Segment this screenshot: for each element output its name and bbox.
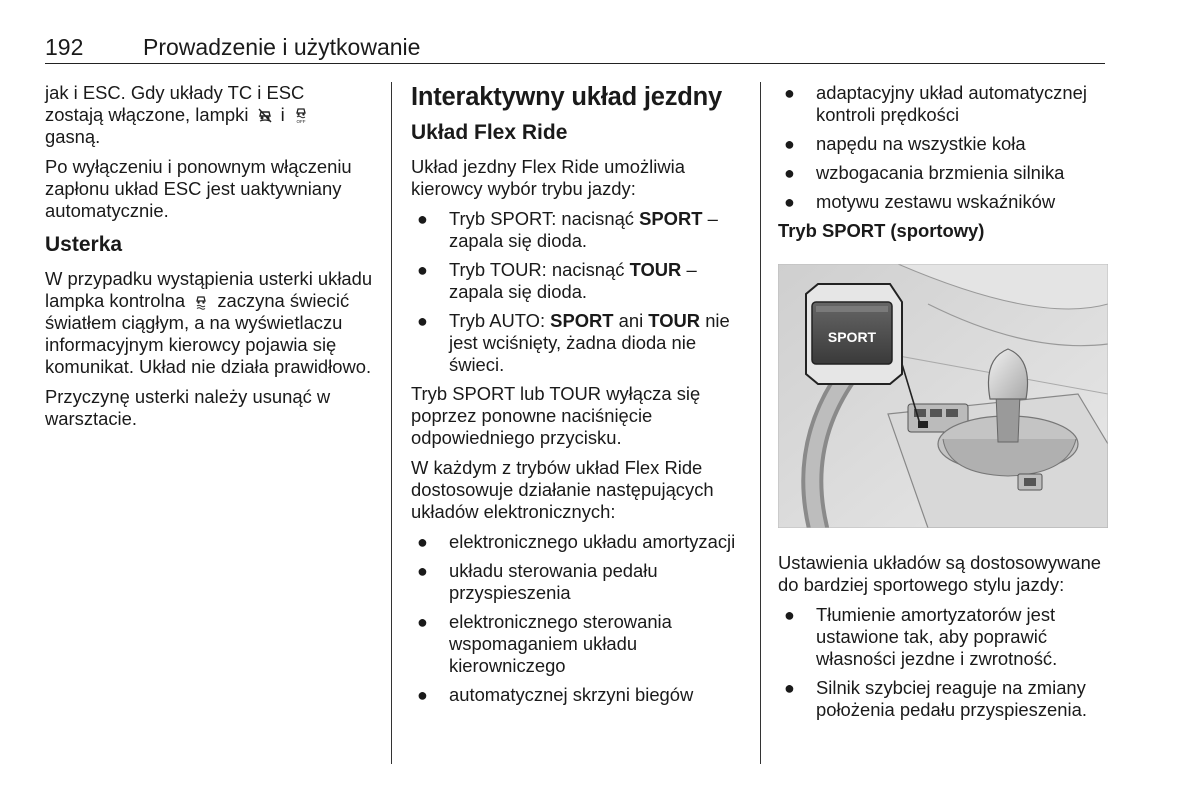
- chapter-title: Prowadzenie i użytkowanie: [143, 34, 421, 60]
- paragraph-sport-settings: Ustawienia układów są dostosowywane do bardziej sportowego stylu jazdy:: [778, 552, 1102, 595]
- systems-list: [411, 531, 746, 706]
- list-item: ● wzbogacania brzmienia silnika: [784, 162, 1065, 183]
- heading-fault: Usterka: [45, 233, 123, 256]
- list-item: ● automatycznej skrzyni biegów: [417, 684, 694, 705]
- esc-off-icon: [293, 106, 309, 124]
- esc-icon: [193, 292, 209, 310]
- list-item: ● napędu na wszystkie koła: [784, 133, 1026, 154]
- heading-sport-mode: Tryb SPORT (sportowy): [778, 220, 985, 241]
- list-item: ● Tryb TOUR: nacisnąć TOUR – zapala się dioda.: [417, 259, 697, 302]
- mode-list: [411, 208, 746, 376]
- column-middle: [411, 82, 746, 713]
- list-item: ● Tryb AUTO: SPORT ani TOUR nie jest wciśnięty, żadna dioda nie świeci.: [417, 310, 730, 375]
- paragraph-tc-esc: jak i ESC. Gdy układy TC i ESC zostają włączone, lampki i OFF gasną.: [45, 82, 377, 148]
- column-divider: [391, 82, 392, 764]
- list-item: ● elektronicznego układu amortyzacji: [417, 531, 736, 552]
- column-left: [45, 82, 377, 438]
- list-item: ● Tryb SPORT: nacisnąć SPORT – zapala się dioda.: [417, 208, 718, 251]
- paragraph-fault: W przypadku wystąpienia usterki układu lampka kontrolna zaczyna świecić światłem ciągłym, a na wyświetlaczu informacyjnym kierowcy pojawia się komunikat. Układ nie działa prawidłowo.: [45, 268, 373, 377]
- sport-button-label: SPORT: [827, 329, 877, 345]
- list-item: ● układu sterowania pedału przyspieszenia: [417, 560, 658, 603]
- list-item: ● elektronicznego sterowania wspomaganiem układu kierowniczego: [417, 611, 672, 676]
- svg-text:OFF: OFF: [296, 119, 306, 124]
- list-item: ● motywu zestawu wskaźników: [784, 191, 1056, 212]
- paragraph-mode-off: Tryb SPORT lub TOUR wyłącza się poprzez ponowne naciśnięcie odpowiedniego przycisku.: [411, 383, 701, 448]
- sport-effects-list: [778, 604, 1108, 721]
- sport-button-illustration: [778, 264, 1108, 528]
- column-right: [778, 82, 1108, 728]
- paragraph-intro: Układ jezdny Flex Ride umożliwia kierowcy wybór trybu jazdy:: [411, 156, 685, 199]
- page-number: 192: [45, 34, 84, 60]
- list-item: ● adaptacyjny układ automatycznej kontroli prędkości: [784, 82, 1087, 125]
- subsection-title: Układ Flex Ride: [411, 121, 568, 144]
- paragraph-adaptation: W każdym z trybów układ Flex Ride dostosowuje działanie następujących układów elektronicznych:: [411, 457, 714, 522]
- list-item: ● Silnik szybciej reaguje na zmiany położenia pedału przyspieszenia.: [784, 677, 1087, 720]
- page-header: [45, 30, 1105, 64]
- tc-off-icon: [257, 106, 273, 124]
- paragraph-fault-repair: Przyczynę usterki należy usunąć w warsztacie.: [45, 386, 331, 429]
- systems-list-continued: [778, 82, 1108, 213]
- section-title: Interaktywny układ jezdny: [411, 83, 723, 111]
- list-item: ● Tłumienie amortyzatorów jest ustawione tak, aby poprawić własności jezdne i zwrotność.: [784, 604, 1058, 669]
- paragraph-esc-restart: Po wyłączeniu i ponownym włączeniu zapłonu układ ESC jest uaktywniany automatycznie.: [45, 156, 352, 221]
- column-divider: [760, 82, 761, 764]
